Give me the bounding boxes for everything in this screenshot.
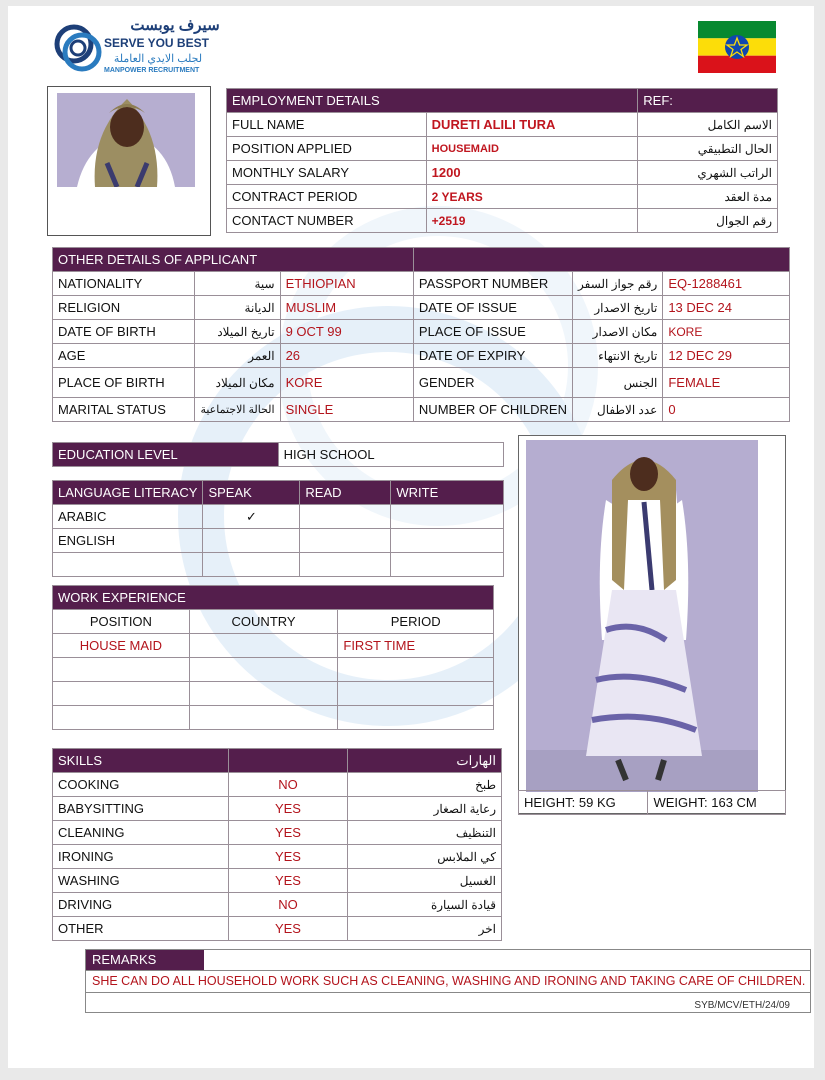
table-row: [53, 368, 790, 398]
skill-value: YES: [228, 797, 348, 821]
period-header: PERIOD: [338, 610, 494, 634]
full-body-photo: [526, 440, 758, 792]
table-row: [53, 682, 494, 706]
skill-arabic: كي الملابس: [348, 845, 502, 869]
monthly-salary-arabic: الراتب الشهري: [638, 161, 778, 185]
table-row: [53, 869, 502, 893]
table-row: [53, 553, 504, 577]
date-of-birth-arabic: تاريخ الميلاد: [195, 320, 280, 344]
skill-name: COOKING: [53, 773, 229, 797]
skill-arabic: التنظيف: [348, 821, 502, 845]
skill-name: IRONING: [53, 845, 229, 869]
contact-number-label: CONTACT NUMBER: [227, 209, 427, 233]
other-details-table: [52, 247, 790, 422]
ref-label: REF:: [638, 89, 778, 113]
table-row: [53, 773, 502, 797]
education-level-value: HIGH SCHOOL: [278, 443, 503, 467]
age-value: 26: [280, 344, 413, 368]
work-period: FIRST TIME: [338, 634, 494, 658]
contact-number-value: +2519: [426, 209, 638, 233]
skill-value: YES: [228, 917, 348, 941]
education-level-label: EDUCATION LEVEL: [53, 443, 279, 467]
table-row: [227, 137, 778, 161]
brand-arabic-tagline: لجلب الايدي العاملة: [113, 53, 203, 65]
table-row: [53, 797, 502, 821]
place-of-birth-value: KORE: [280, 368, 413, 398]
language-literacy-header: LANGUAGE LITERACY: [53, 481, 203, 505]
work-position: HOUSE MAID: [53, 634, 190, 658]
skill-name: CLEANING: [53, 821, 229, 845]
weight-value: WEIGHT: 163 CM: [648, 791, 786, 815]
religion-label: RELIGION: [53, 296, 195, 320]
skill-name: WASHING: [53, 869, 229, 893]
nationality-value: ETHIOPIAN: [280, 272, 413, 296]
headshot-photo: [57, 93, 195, 187]
full-name-value: DURETI ALILI TURA: [426, 113, 638, 137]
employment-details-table: [226, 88, 778, 233]
education-table: [52, 442, 504, 467]
gender-label: GENDER: [413, 368, 572, 398]
skill-arabic: الغسيل: [348, 869, 502, 893]
remarks-title: REMARKS: [86, 950, 204, 970]
position-applied-label: POSITION APPLIED: [227, 137, 427, 161]
table-row: [227, 113, 778, 137]
table-row: [53, 505, 504, 529]
place-of-issue-label: PLACE OF ISSUE: [413, 320, 572, 344]
cv-page: [8, 6, 814, 1068]
religion-arabic: الديانة: [195, 296, 280, 320]
speak-check-icon: ✓: [203, 505, 300, 529]
brand-name: SERVE YOU BEST: [104, 36, 209, 50]
height-value: HEIGHT: 59 KG: [519, 791, 648, 815]
monthly-salary-label: MONTHLY SALARY: [227, 161, 427, 185]
skills-title: SKILLS: [53, 749, 229, 773]
table-row: [53, 821, 502, 845]
table-row: [53, 272, 790, 296]
contract-period-value: 2 YEARS: [426, 185, 638, 209]
country-header: COUNTRY: [189, 610, 338, 634]
position-applied-arabic: الحال التطبيقي: [638, 137, 778, 161]
date-of-issue-arabic: تاريخ الاصدار: [573, 296, 663, 320]
age-arabic: العمر: [195, 344, 280, 368]
table-row: [53, 634, 494, 658]
headshot-frame: [47, 86, 211, 236]
position-header: POSITION: [53, 610, 190, 634]
position-applied-value: HOUSEMAID: [426, 137, 638, 161]
table-row: [227, 185, 778, 209]
table-row: [53, 845, 502, 869]
full-name-label: FULL NAME: [227, 113, 427, 137]
number-of-children-arabic: عدد الاطفال: [573, 398, 663, 422]
work-experience-title: WORK EXPERIENCE: [53, 586, 494, 610]
contract-period-label: CONTRACT PERIOD: [227, 185, 427, 209]
brand-tagline: MANPOWER RECRUITMENT: [104, 67, 200, 74]
measurements-table: [518, 790, 786, 815]
table-row: [53, 296, 790, 320]
company-logo-icon: [52, 20, 104, 76]
gender-arabic: الجنس: [573, 368, 663, 398]
skill-arabic: قيادة السيارة: [348, 893, 502, 917]
full-name-arabic: الاسم الكامل: [638, 113, 778, 137]
passport-number-label: PASSPORT NUMBER: [413, 272, 572, 296]
age-label: AGE: [53, 344, 195, 368]
date-of-birth-value: 9 OCT 99: [280, 320, 413, 344]
contact-number-arabic: رقم الجوال: [638, 209, 778, 233]
table-row: [227, 209, 778, 233]
skill-value: NO: [228, 773, 348, 797]
contract-period-arabic: مدة العقد: [638, 185, 778, 209]
number-of-children-label: NUMBER OF CHILDREN: [413, 398, 572, 422]
place-of-issue-arabic: مكان الاصدار: [573, 320, 663, 344]
marital-status-value: SINGLE: [280, 398, 413, 422]
place-of-birth-label: PLACE OF BIRTH: [53, 368, 195, 398]
skill-name: DRIVING: [53, 893, 229, 917]
language-name: ARABIC: [53, 505, 203, 529]
skill-arabic: رعاية الصغار: [348, 797, 502, 821]
remarks-box: [85, 949, 811, 1013]
ethiopia-flag-icon: [698, 21, 776, 73]
nationality-label: NATIONALITY: [53, 272, 195, 296]
skills-arabic-title: الهارات: [348, 749, 502, 773]
skill-value: YES: [228, 821, 348, 845]
skills-table: [52, 748, 502, 941]
table-row: [53, 917, 502, 941]
language-name: ENGLISH: [53, 529, 203, 553]
skill-value: YES: [228, 869, 348, 893]
brand-arabic-name: سيرف يوبست: [130, 17, 220, 34]
table-row: [53, 893, 502, 917]
skill-arabic: طبخ: [348, 773, 502, 797]
table-row: [53, 706, 494, 730]
passport-number-arabic: رقم جواز السفر: [573, 272, 663, 296]
gender-value: FEMALE: [663, 368, 790, 398]
table-row: [53, 344, 790, 368]
table-row: [53, 529, 504, 553]
table-row: [53, 610, 494, 634]
other-details-title: OTHER DETAILS OF APPLICANT: [53, 248, 414, 272]
skill-name: OTHER: [53, 917, 229, 941]
work-experience-table: [52, 585, 494, 730]
table-row: [227, 161, 778, 185]
marital-status-arabic: الحالة الاجتماعية: [195, 398, 280, 422]
write-header: WRITE: [391, 481, 504, 505]
marital-status-label: MARITAL STATUS: [53, 398, 195, 422]
religion-value: MUSLIM: [280, 296, 413, 320]
skill-name: BABYSITTING: [53, 797, 229, 821]
skill-arabic: اخر: [348, 917, 502, 941]
place-of-birth-arabic: مكان الميلاد: [195, 368, 280, 398]
speak-header: SPEAK: [203, 481, 300, 505]
date-of-expiry-arabic: تاريخ الانتهاء: [573, 344, 663, 368]
table-row: [53, 320, 790, 344]
employment-details-title: EMPLOYMENT DETAILS: [227, 89, 638, 113]
place-of-issue-value: KORE: [663, 320, 790, 344]
date-of-issue-label: DATE OF ISSUE: [413, 296, 572, 320]
skill-value: YES: [228, 845, 348, 869]
language-table: [52, 480, 504, 577]
date-of-issue-value: 13 DEC 24: [663, 296, 790, 320]
table-row: [53, 658, 494, 682]
full-body-photo-frame: [518, 435, 786, 814]
date-of-expiry-value: 12 DEC 29: [663, 344, 790, 368]
remarks-text: SHE CAN DO ALL HOUSEHOLD WORK SUCH AS CLEANING, WASHING AND IRONING AND TAKING CARE OF CHILDREN.: [92, 974, 806, 988]
date-of-birth-label: DATE OF BIRTH: [53, 320, 195, 344]
nationality-arabic: سية: [195, 272, 280, 296]
read-header: READ: [300, 481, 391, 505]
date-of-expiry-label: DATE OF EXPIRY: [413, 344, 572, 368]
monthly-salary-value: 1200: [426, 161, 638, 185]
table-row: [53, 398, 790, 422]
document-code: SYB/MCV/ETH/24/09: [694, 1000, 790, 1011]
number-of-children-value: 0: [663, 398, 790, 422]
passport-number-value: EQ-1288461: [663, 272, 790, 296]
skill-value: NO: [228, 893, 348, 917]
